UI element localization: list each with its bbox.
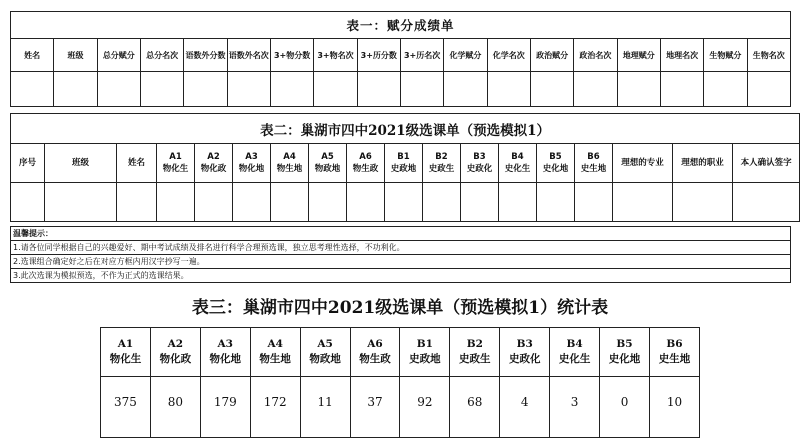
course-selection-title: 表二：巢湖市四中2021级选课单（预选模拟1）: [11, 114, 800, 144]
tip-line: 3.此次选课为模拟预选，不作为正式的选课结果。: [11, 268, 790, 282]
header-cell: 地理赋分: [617, 39, 660, 72]
header-cell: A2 物化政: [150, 328, 200, 377]
count-cell: 172: [250, 377, 300, 438]
blank-cell[interactable]: [423, 183, 461, 222]
statistics-values-row: [101, 377, 700, 438]
blank-cell[interactable]: [309, 183, 347, 222]
header-cell: 语数外分数: [184, 39, 227, 72]
count-cell: 375: [101, 377, 151, 438]
header-cell: 理想的专业: [613, 144, 673, 183]
blank-cell[interactable]: [613, 183, 673, 222]
header-cell: A4 物生地: [271, 144, 309, 183]
header-cell: A3 物化地: [233, 144, 271, 183]
tips-heading: 温馨提示：: [13, 229, 53, 238]
blank-cell[interactable]: [271, 183, 309, 222]
header-cell: 3+物名次: [314, 39, 357, 72]
header-cell: 序号: [11, 144, 45, 183]
blank-cell[interactable]: [233, 183, 271, 222]
blank-cell[interactable]: [733, 183, 800, 222]
score-table-header-row: [11, 39, 791, 72]
header-cell: 3+物分数: [270, 39, 313, 72]
blank-cell[interactable]: [45, 183, 117, 222]
blank-cell[interactable]: [461, 183, 499, 222]
blank-cell[interactable]: [537, 183, 575, 222]
blank-cell[interactable]: [11, 183, 45, 222]
blank-cell[interactable]: [660, 72, 703, 107]
header-cell: 3+历分数: [357, 39, 400, 72]
score-table: [10, 11, 791, 107]
blank-cell[interactable]: [357, 72, 400, 107]
header-cell: 本人确认签字: [733, 144, 800, 183]
blank-cell[interactable]: [487, 72, 530, 107]
blank-cell[interactable]: [385, 183, 423, 222]
header-cell: B6 史生地: [575, 144, 613, 183]
count-cell: 80: [150, 377, 200, 438]
blank-cell[interactable]: [184, 72, 227, 107]
count-cell: 0: [600, 377, 650, 438]
header-cell: B4 史化生: [499, 144, 537, 183]
blank-cell[interactable]: [157, 183, 195, 222]
header-cell: 政治赋分: [530, 39, 573, 72]
blank-cell[interactable]: [617, 72, 660, 107]
header-cell: B2 史政生: [450, 328, 500, 377]
blank-cell[interactable]: [117, 183, 157, 222]
header-cell: B1 史政地: [400, 328, 450, 377]
blank-cell[interactable]: [499, 183, 537, 222]
header-cell: B5 史化地: [537, 144, 575, 183]
tip-line: 1.请各位同学根据自己的兴趣爱好、期中考试成绩及排名进行科学合理预选课，独立思考理性选择，不功利化。: [11, 240, 790, 254]
header-cell: A1 物化生: [157, 144, 195, 183]
blank-cell[interactable]: [227, 72, 270, 107]
blank-cell[interactable]: [530, 72, 573, 107]
header-cell: 生物名次: [747, 39, 790, 72]
header-cell: B3 史政化: [500, 328, 550, 377]
header-cell: 总分名次: [140, 39, 183, 72]
blank-cell[interactable]: [11, 72, 54, 107]
course-selection-empty-row: [11, 183, 800, 222]
blank-cell[interactable]: [747, 72, 790, 107]
blank-cell[interactable]: [97, 72, 140, 107]
count-cell: 11: [300, 377, 350, 438]
header-cell: B3 史政化: [461, 144, 499, 183]
course-selection-table: [10, 113, 800, 222]
blank-cell[interactable]: [140, 72, 183, 107]
header-cell: 3+历名次: [400, 39, 443, 72]
header-cell: 理想的职业: [673, 144, 733, 183]
header-cell: 班级: [54, 39, 97, 72]
blank-cell[interactable]: [704, 72, 747, 107]
count-cell: 179: [200, 377, 250, 438]
header-cell: A5 物政地: [300, 328, 350, 377]
header-cell: 总分赋分: [97, 39, 140, 72]
header-cell: B1 史政地: [385, 144, 423, 183]
score-table-empty-row: [11, 72, 791, 107]
header-cell: B5 史化地: [600, 328, 650, 377]
header-cell: B4 史化生: [550, 328, 600, 377]
blank-cell[interactable]: [347, 183, 385, 222]
score-table-title: 表一：赋分成绩单: [11, 12, 791, 39]
header-cell: 化学名次: [487, 39, 530, 72]
statistics-table-title: 表三：巢湖市四中2021级选课单（预选模拟1）统计表: [101, 283, 700, 328]
header-cell: 政治名次: [574, 39, 617, 72]
blank-cell[interactable]: [574, 72, 617, 107]
header-cell: A5 物政地: [309, 144, 347, 183]
header-cell: 姓名: [11, 39, 54, 72]
blank-cell[interactable]: [314, 72, 357, 107]
header-cell: 化学赋分: [444, 39, 487, 72]
count-cell: 92: [400, 377, 450, 438]
tips-box: [10, 226, 791, 283]
header-cell: 生物赋分: [704, 39, 747, 72]
header-cell: A1 物化生: [101, 328, 151, 377]
header-cell: A6 物生政: [350, 328, 400, 377]
statistics-header-row: [101, 328, 700, 377]
header-cell: 语数外名次: [227, 39, 270, 72]
header-cell: 班级: [45, 144, 117, 183]
header-cell: A4 物生地: [250, 328, 300, 377]
blank-cell[interactable]: [195, 183, 233, 222]
count-cell: 10: [649, 377, 699, 438]
blank-cell[interactable]: [444, 72, 487, 107]
blank-cell[interactable]: [270, 72, 313, 107]
header-cell: A2 物化政: [195, 144, 233, 183]
blank-cell[interactable]: [673, 183, 733, 222]
header-cell: 姓名: [117, 144, 157, 183]
header-cell: B2 史政生: [423, 144, 461, 183]
count-cell: 68: [450, 377, 500, 438]
count-cell: 37: [350, 377, 400, 438]
count-cell: 4: [500, 377, 550, 438]
header-cell: 地理名次: [660, 39, 703, 72]
count-cell: 3: [550, 377, 600, 438]
header-cell: A6 物生政: [347, 144, 385, 183]
header-cell: B6 史生地: [649, 328, 699, 377]
blank-cell[interactable]: [54, 72, 97, 107]
tip-line: 2.选课组合确定好之后在对应方框内用汉字抄写一遍。: [11, 254, 790, 268]
statistics-table: [100, 283, 700, 438]
header-cell: A3 物化地: [200, 328, 250, 377]
blank-cell[interactable]: [575, 183, 613, 222]
course-selection-header-row: [11, 144, 800, 183]
blank-cell[interactable]: [400, 72, 443, 107]
